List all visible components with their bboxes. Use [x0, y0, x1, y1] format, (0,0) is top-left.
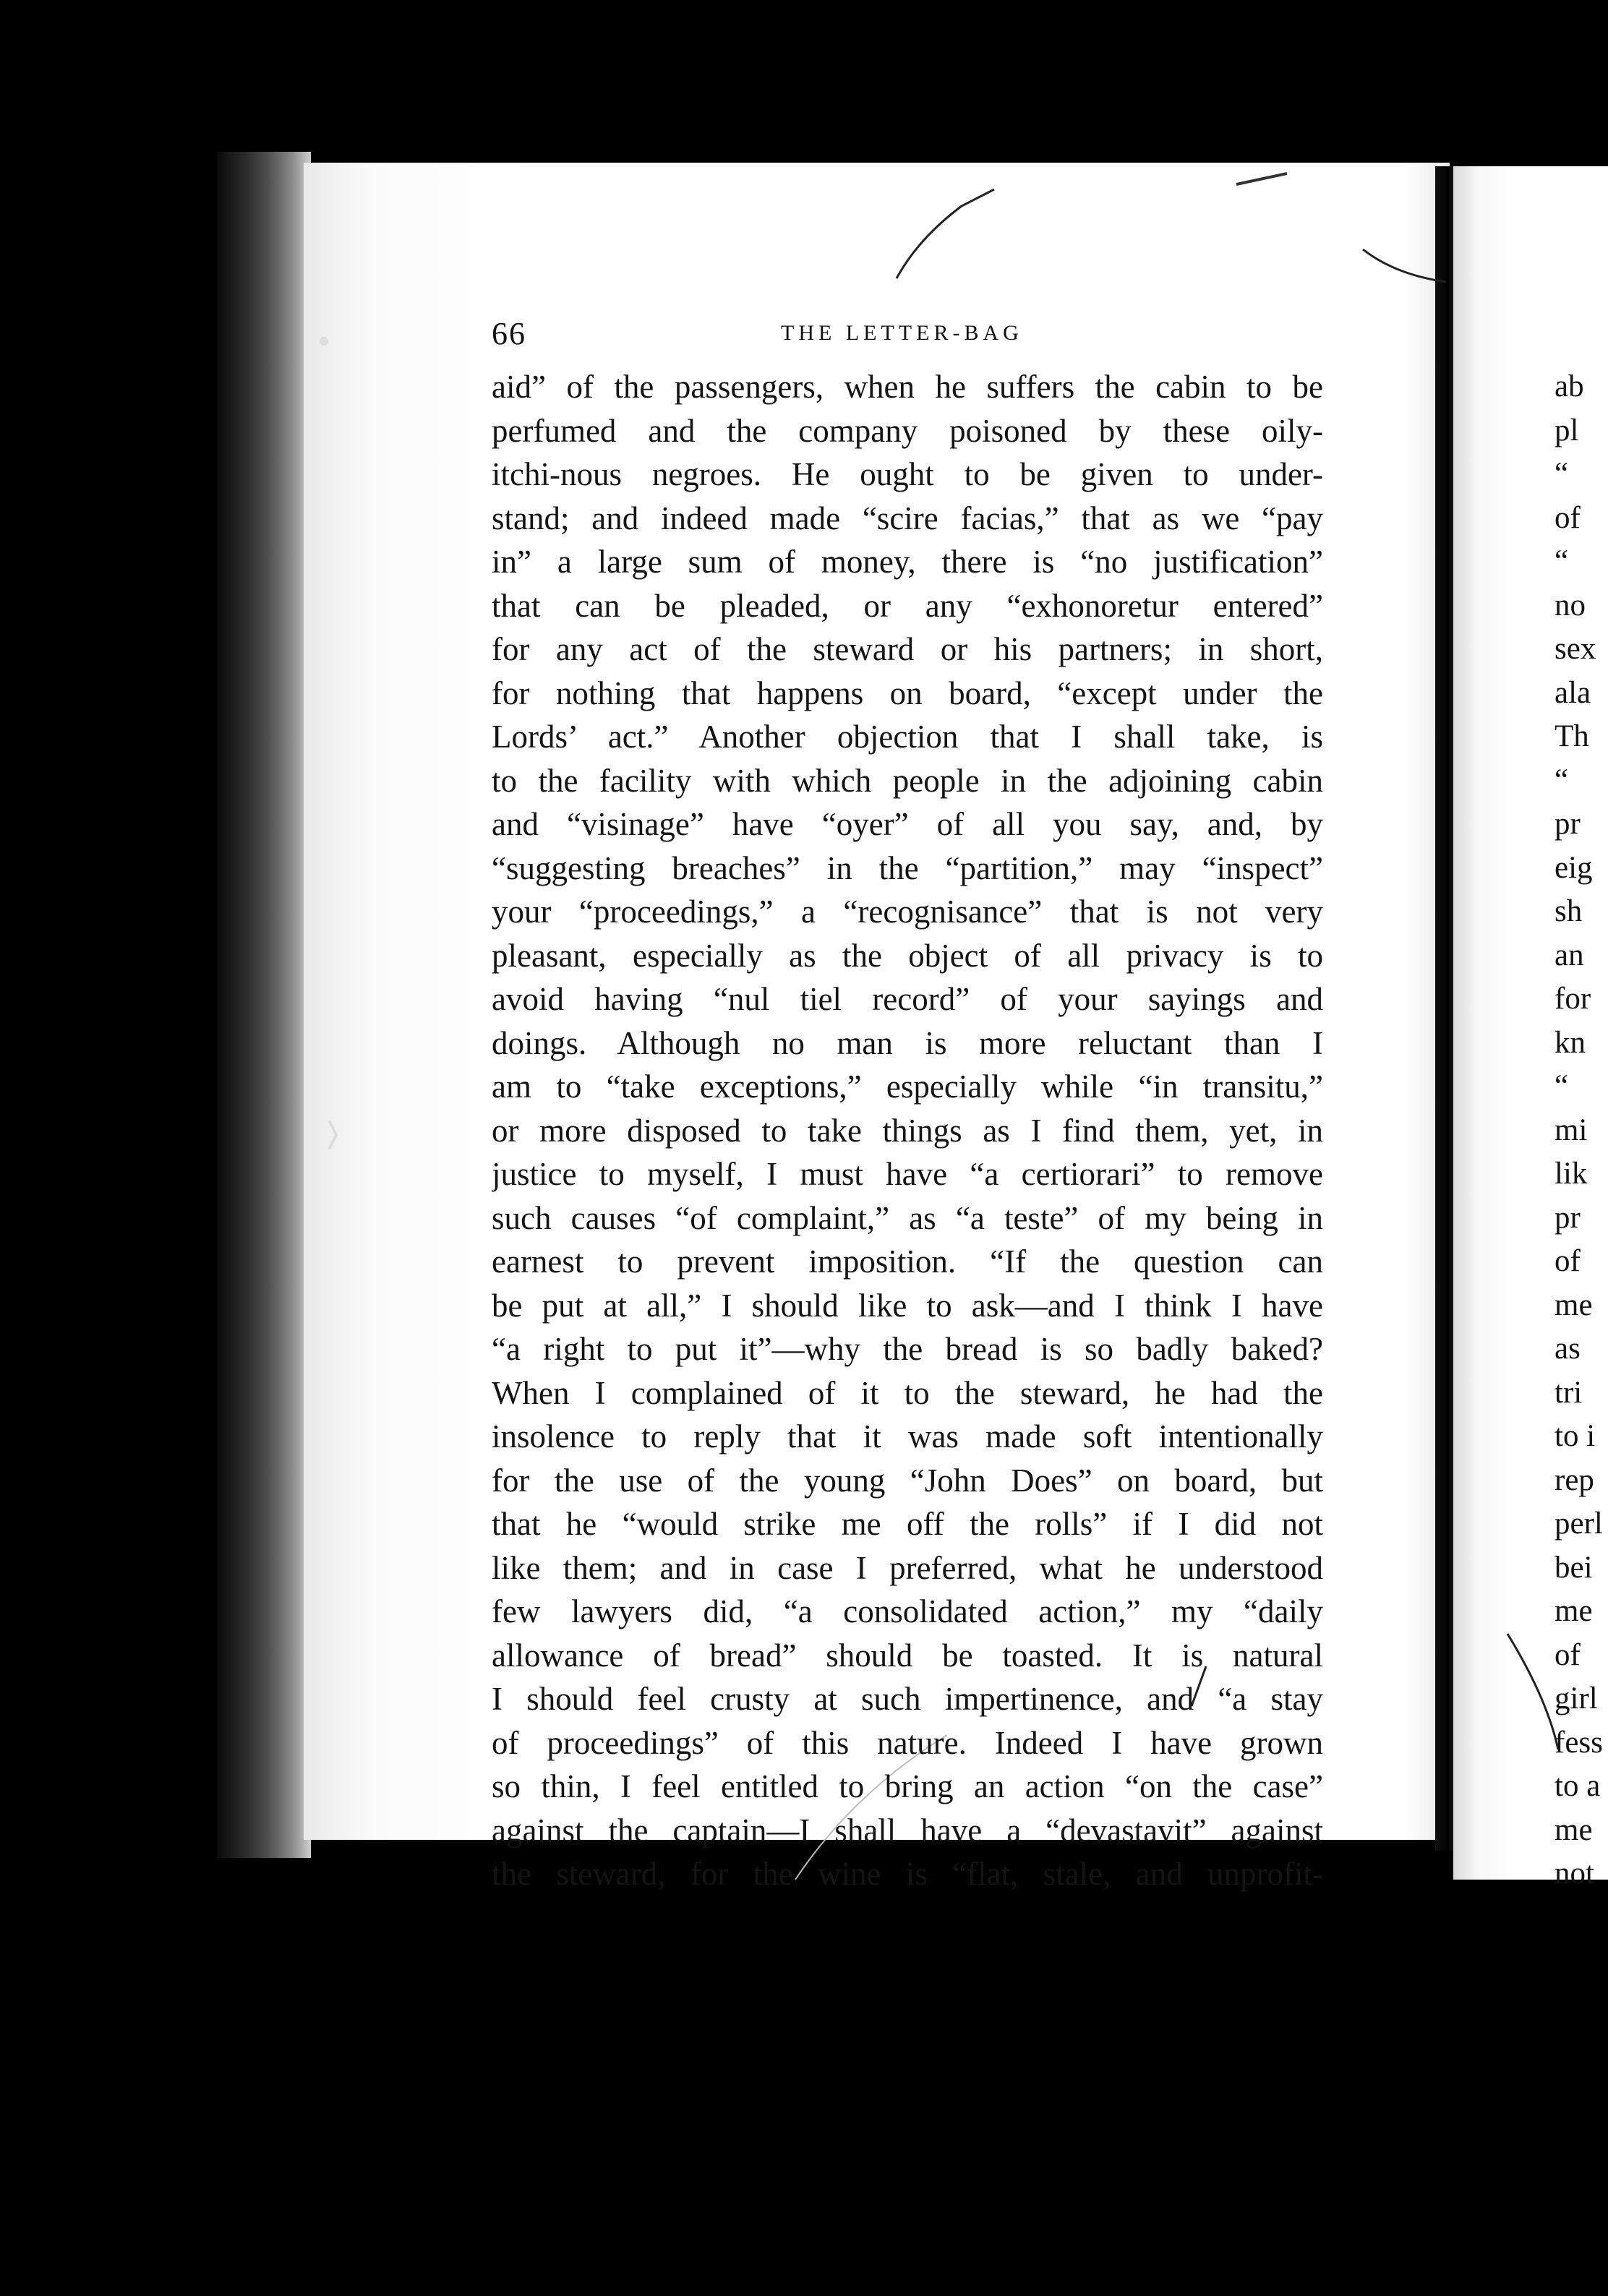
facing-text-fragment: eig — [1554, 850, 1593, 885]
facing-text-fragment: “ — [1554, 544, 1569, 578]
text-line: in” a large sum of money, there is “no justification” — [492, 544, 1323, 580]
facing-text-fragment: tri — [1554, 1375, 1583, 1410]
text-line: to the facility with which people in the adjoining cabin — [492, 762, 1323, 799]
facing-text-fragment: me — [1554, 1288, 1593, 1322]
facing-text-fragment: no — [1554, 588, 1586, 622]
text-line: against the captain—I shall have a “devastavit” against — [492, 1812, 1323, 1849]
text-line: for any act of the steward or his partners; in short, — [492, 631, 1323, 667]
facing-text-fragment: “ — [1554, 1069, 1569, 1103]
text-line: the steward, for the wine is “flat, stale, and unprofit- — [492, 1856, 1323, 1892]
page-header — [492, 315, 1323, 356]
text-line: I should feel crusty at such impertinence, and “a stay — [492, 1681, 1323, 1717]
facing-text-fragment: bei — [1554, 1550, 1593, 1585]
facing-text-fragment: of — [1554, 500, 1581, 535]
text-line: itchi-nous negroes. He ought to be given to under- — [492, 456, 1323, 492]
running-head: THE LETTER-BAG — [781, 321, 1023, 345]
text-line: of proceedings” of this nature. Indeed I have grown — [492, 1724, 1323, 1761]
text-line: for the use of the young “John Does” on board, but — [492, 1462, 1323, 1499]
text-line: doings. Although no man is more reluctant than I — [492, 1024, 1323, 1061]
text-line: pleasant, especially as the object of all privacy is to — [492, 937, 1323, 974]
facing-text-fragment: lik — [1554, 1157, 1588, 1191]
facing-text-fragment: girl — [1554, 1682, 1598, 1715]
facing-text-fragment: “ — [1554, 457, 1569, 491]
text-line: that he “would strike me off the rolls” if I did not — [492, 1506, 1323, 1542]
text-line: “a right to put it”—why the bread is so badly baked? — [492, 1331, 1323, 1367]
facing-text-fragment: ala — [1554, 675, 1591, 710]
text-line: allowance of bread” should be toasted. It is natural — [492, 1637, 1323, 1674]
text-line: like them; and in case I preferred, what he understood — [492, 1549, 1323, 1586]
text-line: insolence to reply that it was made soft intentionally — [492, 1418, 1323, 1455]
facing-text-fragment: of — [1554, 1637, 1581, 1672]
facing-text-fragment: pl — [1554, 413, 1579, 447]
facing-text-fragment: “ — [1554, 763, 1569, 797]
text-line: Lords’ act.” Another objection that I shall take, is — [492, 719, 1323, 755]
text-line: am to “take exceptions,” especially while “in transitu,” — [492, 1068, 1323, 1105]
pen-stroke-edge — [1363, 249, 1446, 282]
text-line: that can be pleaded, or any “exhonoretur entered” — [492, 587, 1323, 624]
facing-page-text — [1554, 365, 1608, 1896]
facing-text-fragment: to a — [1554, 1769, 1601, 1803]
text-line: stand; and indeed made “scire facias,” that as we “pay — [492, 500, 1323, 536]
text-line: for nothing that happens on board, “except under the — [492, 674, 1323, 711]
text-line: so thin, I feel entitled to bring an action “on the case” — [492, 1768, 1323, 1804]
facing-text-fragment: an — [1554, 938, 1584, 972]
text-line: your “proceedings,” a “recognisance” that is not very — [492, 894, 1323, 930]
facing-text-fragment: sex — [1554, 632, 1596, 666]
facing-text-fragment: me — [1554, 1812, 1593, 1847]
text-line: “suggesting breaches” in the “partition,” may “inspect” — [492, 849, 1323, 886]
facing-text-fragment: as — [1554, 1332, 1581, 1366]
facing-text-fragment: perl — [1554, 1507, 1603, 1541]
pen-stroke-top-right — [1236, 174, 1287, 184]
facing-text-fragment: to i — [1554, 1419, 1596, 1453]
margin-mark — [329, 1121, 336, 1149]
facing-text-fragment: rep — [1554, 1462, 1594, 1497]
body-text — [492, 365, 1323, 1896]
facing-text-fragment: Th — [1554, 719, 1589, 753]
text-line: such causes “of complaint,” as “a teste” of my being in — [492, 1199, 1323, 1236]
text-line: and “visinage” have “oyer” of all you say, and, by — [492, 806, 1323, 842]
facing-text-fragment: not — [1554, 1856, 1594, 1890]
facing-text-fragment: mi — [1554, 1113, 1588, 1147]
facing-text-fragment: pr — [1554, 1200, 1581, 1235]
facing-text-fragment: kn — [1554, 1025, 1586, 1060]
text-line: few lawyers did, “a consolidated action,” my “daily — [492, 1593, 1323, 1629]
page-speck — [320, 337, 328, 346]
facing-text-fragment: fess — [1554, 1725, 1603, 1760]
text-line: avoid having “nul tiel record” of your sayings and — [492, 981, 1323, 1017]
text-line: earnest to prevent imposition. “If the question can — [492, 1243, 1323, 1280]
facing-text-fragment: me — [1554, 1594, 1593, 1628]
facing-text-fragment: pr — [1554, 807, 1581, 841]
pen-stroke-top — [897, 189, 994, 278]
facing-text-fragment: sh — [1554, 894, 1583, 928]
text-line: or more disposed to take things as I find them, yet, in — [492, 1112, 1323, 1149]
text-line: When I complained of it to the steward, he had the — [492, 1374, 1323, 1411]
facing-text-fragment: ab — [1554, 369, 1584, 403]
bracket-mark-right — [1508, 1634, 1558, 1749]
text-line: perfumed and the company poisoned by these oily- — [492, 412, 1323, 449]
page-number: 66 — [492, 316, 526, 351]
facing-text-fragment: for — [1554, 982, 1591, 1016]
text-line: justice to myself, I must have “a certiorari” to remove — [492, 1156, 1323, 1192]
facing-text-fragment: of — [1554, 1244, 1581, 1278]
text-line: be put at all,” I should like to ask—and I think I have — [492, 1287, 1323, 1324]
text-line: aid” of the passengers, when he suffers the cabin to be — [492, 369, 1323, 405]
